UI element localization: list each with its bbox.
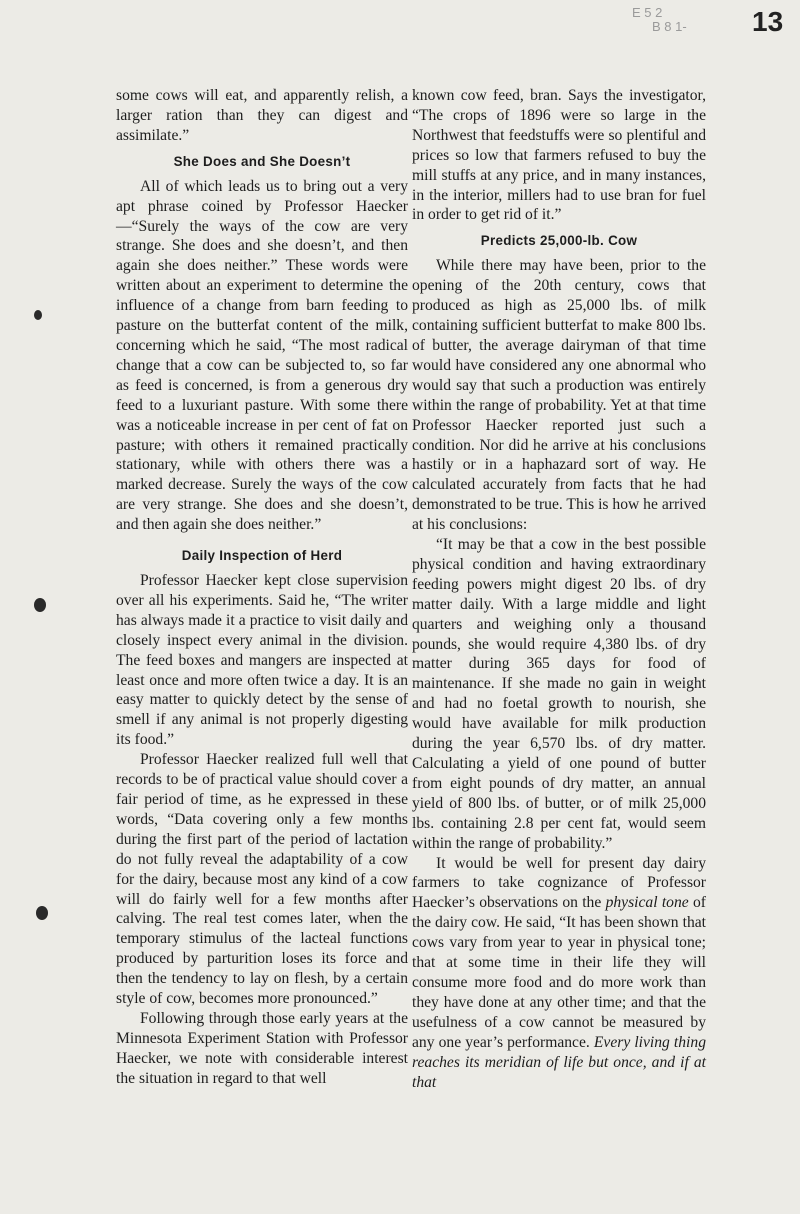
binding-hole xyxy=(34,310,42,320)
paragraph: Professor Haecker kept close supervision over all his experiments. Said he, “The writer has always made it a practice to visit daily and closely inspect every animal in the division. The feed boxes and mangers are inspected at least once and more often twice a day. It is an easy matter to quickly detect by the sense of smell if any animal is not properly digesting its food.” xyxy=(116,572,408,749)
paragraph: “It may be that a cow in the best possible physical condition and having extraordinary feeding powers might digest 20 lbs. of dry matter daily. With a large middle and light quarters and weighing only a thousand pounds, she would require 4,380 lbs. of dry matter during 365 days for food of maintenance. If she made no gain in weight and had no foetal growth to nourish, she would have available for milk production during the year 6,570 lbs. of dry matter. Calculating a yield of one pound of butter from eight pounds of dry matter, an annual yield of 800 lbs. of butter, or of milk 25,000 lbs. containing 2.8 per cent fat, would seem within the range of probability.” xyxy=(412,536,706,852)
right-column xyxy=(412,86,706,1092)
binding-hole xyxy=(34,598,46,612)
paragraph xyxy=(412,854,706,1093)
left-column xyxy=(116,86,408,1089)
italic-text: Every living thing reaches its meridian of life but once, and if at that xyxy=(412,1033,706,1091)
binding-hole xyxy=(36,906,48,920)
section-heading: Daily Inspection of Herd xyxy=(181,548,343,564)
italic-text: physical tone xyxy=(605,894,689,912)
stamp-line: B 8 1- xyxy=(652,19,687,34)
section-heading: She Does and She Doesn’t xyxy=(173,153,351,169)
text-run: It would be well for present day dairy farmers to take cognizance of Professor Haecker’s observations on the xyxy=(412,854,706,912)
stamp-line: E 5 2 xyxy=(632,5,663,20)
paragraph: All of which leads us to bring out a very apt phrase coined by Professor Haecker—“Surely the ways of the cow are very strange. She does and she doesn’t, and then again she does neither.” These words were written about an experiment to determine the influence of a change from barn feeding to pasture on the butterfat content of the milk, concerning which he said, “The most radical change that a cow can be subjected to, so far as feed is concerned, is from a generous dry feed to a luxuriant pasture. With some there was a noticeable increase in per cent of fat on pasture; with others it remained practically stationary, while with others there was a marked decrease. Surely the ways of the cow are very strange. She does and she doesn’t, and then again she does neither.” xyxy=(116,177,408,534)
paragraph: known cow feed, bran. Says the investigator, “The crops of 1896 were so large in the Northwest that feedstuffs were so plentiful and prices so low that farmers refused to buy the mill stuffs at any price, and in many instances, in the interior, millers had to use bran for fuel in order to get rid of it.” xyxy=(412,87,706,224)
section-heading: Predicts 25,000-lb. Cow xyxy=(480,233,638,249)
text-run: of the dairy cow. He said, “It has been shown that cows vary from year to year in physical tone; that at some time in their life they will consume more food and do more work than they have done at any other time; and that the usefulness of a cow cannot be measured by any one year’s performance. xyxy=(412,894,706,1051)
archive-stamp xyxy=(632,6,722,34)
paragraph: While there may have been, prior to the opening of the 20th century, cows that produced as high as 25,000 lbs. of milk containing sufficient butterfat to make 800 lbs. of butter, the average dairyman of that time would have considered any one abnormal who would say that such a production was entirely within the range of probability. Yet at that time Professor Haecker reported just such a condition. Nor did he arrive at his conclusions hastily or in a haphazard sort of way. He calculated accurately from facts that he had demonstrated to be true. This is how he arrived at his conclusions: xyxy=(412,257,706,534)
paragraph: some cows will eat, and apparently relish, a larger ration than they can digest and assimilate.” xyxy=(116,87,408,144)
paragraph: Following through those early years at the Minnesota Experiment Station with Professor Haecker, we note with considerable interest the situation in regard to that well xyxy=(116,1009,408,1087)
page-number: 13 xyxy=(752,6,784,37)
paragraph: Professor Haecker realized full well that records to be of practical value should cover a fair period of time, as he expressed in these words, “Data covering only a few months during the first part of the period of lactation do not fully reveal the adaptability of a cow for the dairy, because most any kind of a cow will do fairly well for a few months after calving. The real test comes later, when the temporary stimulus of the lacteal functions produced by parturition loses its force and then the tendency to lay on flesh, by a certain style of cow, becomes more pronounced.” xyxy=(116,751,408,1008)
